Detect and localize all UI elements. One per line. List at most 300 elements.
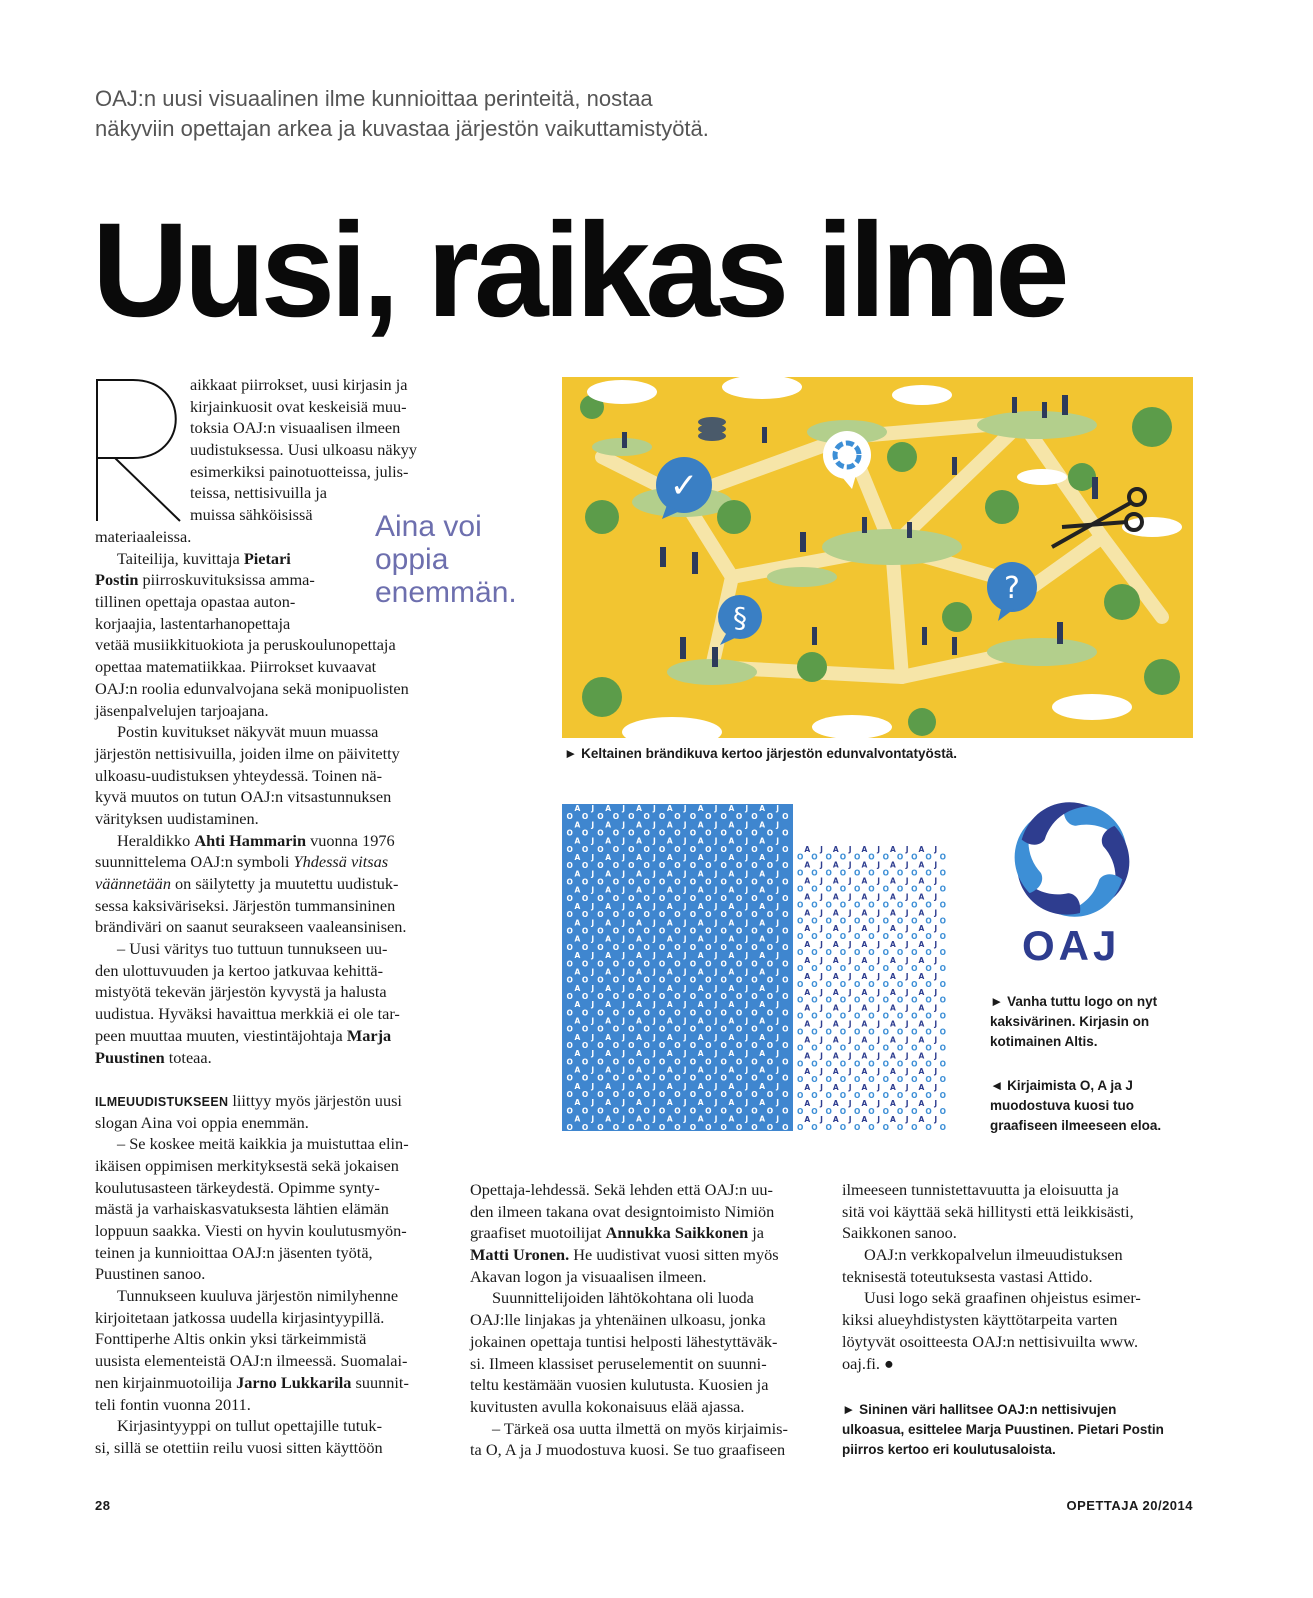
pattern-letter: J [683, 804, 687, 813]
pattern-letter: O [612, 926, 620, 936]
pattern-letter: O [581, 877, 589, 887]
pattern-letter: O [612, 1057, 620, 1067]
pattern-letter: O [911, 932, 918, 942]
pattern-letter: J [820, 955, 823, 965]
pattern-letter: A [804, 1114, 811, 1124]
left-column-lead [190, 374, 417, 526]
pattern-letter: O [766, 975, 774, 985]
pattern-letter: A [832, 1098, 839, 1108]
pattern-letter: O [896, 995, 904, 1005]
pattern-letter: J [776, 1032, 779, 1042]
pattern-letter: A [861, 876, 868, 886]
pattern-letter: O [751, 1057, 758, 1067]
text-line: esimerkiksi painotuotteissa, julis- [190, 461, 409, 481]
pattern-letter: O [658, 1024, 666, 1034]
pattern-letter: J [622, 852, 625, 862]
pattern-letter: O [811, 1091, 818, 1101]
pattern-letter: O [751, 1073, 758, 1083]
pattern-letter: J [877, 924, 881, 934]
pattern-letter: O [689, 844, 697, 854]
pattern-letter: A [728, 869, 735, 879]
pattern-letter: O [658, 828, 666, 838]
pattern-letter: O [643, 1041, 650, 1051]
text-line: – Tärkeä osa uutta ilmettä on myös kirjaimis- [492, 1418, 788, 1438]
pattern-letter: O [925, 1122, 932, 1131]
pattern-letter: A [697, 1000, 704, 1010]
pattern-letter: J [714, 1098, 718, 1108]
pattern-letter: J [848, 1003, 852, 1013]
pattern-letter: O [796, 963, 804, 973]
pattern-letter: A [861, 860, 868, 870]
pattern-letter: O [612, 1122, 620, 1131]
pattern-letter: J [622, 1000, 625, 1010]
pattern-letter: O [868, 995, 875, 1005]
caption-line: kotimainen Altis. [990, 1034, 1098, 1049]
pattern-letter: O [628, 1073, 635, 1083]
pattern-letter: O [925, 1043, 932, 1053]
pattern-letter: O [689, 942, 697, 952]
pattern-letter: O [939, 948, 947, 958]
pattern-letter: J [905, 1098, 909, 1108]
pattern-letter: O [825, 1059, 832, 1069]
pattern-letter: O [628, 991, 635, 1001]
pattern-letter: J [591, 885, 595, 895]
pattern-letter: A [666, 918, 673, 928]
pattern-letter: O [839, 1027, 847, 1037]
pattern-letter: J [877, 1098, 881, 1108]
pattern-letter: O [896, 963, 904, 973]
text-line: sessa kaksiväriseksi. Järjestön tummansininen [95, 895, 396, 915]
pattern-letter: A [759, 836, 766, 846]
pattern-letter: A [918, 892, 925, 902]
pattern-letter: O [735, 1073, 743, 1083]
pattern-letter: J [905, 1083, 909, 1093]
pattern-letter: O [658, 942, 666, 952]
pattern-letter: J [877, 1003, 881, 1013]
pattern-letter: O [839, 1059, 847, 1069]
pattern-letter: O [581, 1041, 589, 1051]
pattern-letter: O [612, 1041, 620, 1051]
pattern-letter: O [597, 893, 604, 903]
pattern-letter: A [574, 1049, 581, 1059]
pattern-letter: A [666, 934, 673, 944]
pattern-letter: O [825, 963, 832, 973]
pattern-letter: J [820, 1114, 823, 1124]
pattern-letter: J [714, 934, 718, 944]
pattern-letter: A [666, 885, 673, 895]
pattern-letter: O [705, 1024, 712, 1034]
pattern-letter: J [848, 876, 852, 886]
pattern-letter: O [628, 959, 635, 969]
pattern-letter: A [697, 1065, 704, 1075]
pattern-letter: J [877, 1051, 881, 1061]
pattern-letter: J [848, 971, 852, 981]
pattern-letter: J [820, 971, 823, 981]
pattern-letter: O [796, 948, 804, 958]
pattern-letter: J [745, 804, 749, 813]
pattern-letter: A [636, 902, 642, 912]
pattern-letter: O [796, 1027, 804, 1037]
pattern-letter: A [804, 1051, 811, 1061]
pattern-letter: O [939, 963, 947, 973]
pattern-letter: O [854, 1075, 861, 1085]
pattern-letter: O [643, 1090, 650, 1100]
pattern-letter: O [689, 1073, 697, 1083]
pattern-letter: O [628, 893, 635, 903]
pattern-letter: O [825, 916, 832, 926]
pattern-letter: O [643, 942, 650, 952]
pattern-letter: J [905, 987, 909, 997]
pattern-letter: O [925, 1106, 932, 1116]
pattern-letter: O [751, 877, 758, 887]
pattern-letter: J [905, 1003, 909, 1013]
pattern-letter: O [597, 828, 604, 838]
pattern-letter: J [905, 971, 909, 981]
pattern-letter: A [636, 951, 642, 961]
pattern-letter: O [925, 868, 932, 878]
pattern-letter: O [782, 812, 789, 822]
pattern-letter: O [566, 942, 573, 952]
pattern-letter: O [581, 1073, 589, 1083]
pattern-letter: A [728, 918, 735, 928]
pattern-letter: A [890, 1098, 896, 1108]
pattern-letter: J [714, 885, 718, 895]
pattern-letter: O [628, 1057, 635, 1067]
illustration-yellow-brand-image [562, 377, 1193, 738]
text-line: Postin kuvitukset näkyvät muun muassa [117, 722, 379, 742]
oaj-logo-wordmark: OAJ [1022, 922, 1121, 969]
pattern-letter: O [751, 1024, 758, 1034]
pattern-letter: O [674, 812, 681, 822]
pattern-letter: O [628, 828, 635, 838]
pattern-letter: A [918, 845, 925, 854]
pattern-letter: O [782, 1024, 789, 1034]
pattern-letter: O [896, 1011, 904, 1021]
pattern-letter: J [848, 908, 852, 918]
pattern-letter: J [714, 804, 718, 813]
pattern-letter: O [911, 1075, 918, 1085]
pattern-letter: A [666, 1065, 673, 1075]
pattern-letter: J [653, 934, 656, 944]
pattern-letter: O [735, 812, 743, 822]
pattern-letter: J [820, 1003, 823, 1013]
pattern-letter: J [934, 1051, 938, 1061]
pattern-letter: O [612, 1073, 620, 1083]
pattern-letter: A [605, 1016, 612, 1026]
pattern-letter: O [911, 995, 918, 1005]
pattern-letter: A [759, 804, 766, 813]
pattern-letter: O [825, 979, 832, 989]
pull-quote [375, 510, 517, 609]
pattern-letter: A [918, 987, 925, 997]
pattern-letter: A [759, 967, 766, 977]
pattern-letter: A [728, 1065, 735, 1075]
pattern-letter: O [597, 844, 604, 854]
pattern-letter: A [574, 967, 581, 977]
pattern-letter: J [776, 918, 779, 928]
pattern-letter: J [905, 845, 909, 854]
pattern-letter: O [597, 926, 604, 936]
text-line: muissa sähköisissä [190, 505, 313, 525]
pattern-letter: J [820, 1098, 823, 1108]
pattern-letter: O [896, 948, 904, 958]
pattern-letter: O [751, 926, 758, 936]
text-line: – Uusi väritys tuo tuttuun tunnukseen uu- [117, 939, 388, 959]
pattern-letter: O [597, 812, 604, 822]
pattern-letter: A [918, 1003, 925, 1013]
pattern-letter: J [591, 1081, 595, 1091]
pattern-letter: A [574, 983, 581, 993]
pattern-letter: O [735, 959, 743, 969]
pattern-letter: O [735, 1090, 743, 1100]
pattern-letter: O [839, 995, 847, 1005]
pattern-letter: O [628, 877, 635, 887]
pattern-letter: A [574, 836, 581, 846]
pattern-letter: J [683, 820, 687, 830]
pattern-letter: A [861, 971, 868, 981]
pattern-letter: O [658, 1041, 666, 1051]
pattern-letter: J [776, 1016, 779, 1026]
pattern-letter: J [776, 902, 779, 912]
pattern-letter: A [728, 1000, 735, 1010]
pattern-letter: A [697, 1032, 704, 1042]
pattern-letter: O [689, 828, 697, 838]
pattern-letter: O [628, 1090, 635, 1100]
pattern-letter: A [918, 955, 925, 965]
pattern-letter: O [612, 812, 620, 822]
pattern-letter: A [666, 869, 673, 879]
pattern-letter: A [697, 804, 704, 813]
pattern-letter: A [605, 1065, 612, 1075]
pattern-letter: O [766, 910, 774, 920]
pattern-letter: O [811, 1075, 818, 1085]
pattern-letter: O [643, 991, 650, 1001]
pattern-letter: O [896, 1091, 904, 1101]
pattern-letter: A [832, 940, 839, 950]
pattern-letter: J [745, 1000, 749, 1010]
pattern-letter: J [905, 1019, 909, 1029]
left-column [95, 526, 409, 1459]
pattern-letter: A [666, 902, 673, 912]
pattern-letter: J [622, 1065, 625, 1075]
text-line: aikkaat piirrokset, uusi kirjasin ja [190, 375, 408, 394]
pattern-letter: J [653, 1065, 656, 1075]
pattern-letter: A [666, 1000, 673, 1010]
pattern-letter: O [939, 1106, 947, 1116]
pattern-letter: A [666, 951, 673, 961]
pattern-letter: O [689, 1122, 697, 1131]
pattern-letter: A [574, 1114, 581, 1124]
pattern-letter: O [735, 844, 743, 854]
pattern-letter: O [825, 1091, 832, 1101]
pattern-letter: O [939, 1075, 947, 1085]
pattern-letter: J [848, 1114, 852, 1124]
pattern-letter: O [612, 828, 620, 838]
pattern-letter: O [612, 910, 620, 920]
pattern-letter: O [751, 844, 758, 854]
pattern-letter: J [776, 1114, 779, 1124]
text-line: Akavan logon ja visuaalisen ilmeen. [470, 1266, 707, 1286]
pattern-letter: J [683, 1032, 687, 1042]
pattern-letter: O [566, 812, 573, 822]
pattern-letter: J [591, 918, 595, 928]
pattern-letter: O [674, 861, 681, 871]
text-line: kiksi alueyhdistysten käyttötarpeita varten [842, 1310, 1118, 1330]
pattern-letter: O [674, 1122, 681, 1131]
pattern-letter: O [628, 861, 635, 871]
web-caption [842, 1400, 1164, 1460]
pattern-letter: O [925, 1075, 932, 1085]
pattern-letter: O [854, 995, 861, 1005]
pattern-letter: O [796, 1075, 804, 1085]
pattern-letter: O [628, 942, 635, 952]
pattern-letter: O [674, 942, 681, 952]
pattern-letter: O [825, 852, 832, 862]
pattern-letter: O [597, 1057, 604, 1067]
text-line: mistyötä tekevän järjestön kyvystä ja halusta [95, 982, 387, 1002]
pattern-letter: A [832, 1003, 839, 1013]
pattern-letter: J [877, 908, 881, 918]
pattern-letter: J [776, 1065, 779, 1075]
pattern-letter: J [877, 1019, 881, 1029]
pattern-letter: O [782, 1106, 789, 1116]
pattern-letter: O [597, 1024, 604, 1034]
pattern-letter: O [811, 852, 818, 862]
pattern-letter: O [674, 910, 681, 920]
pattern-letter: J [934, 1114, 938, 1124]
pattern-letter: A [890, 1035, 896, 1045]
pattern-letter: O [839, 916, 847, 926]
pattern-letter: O [689, 1024, 697, 1034]
pattern-letter: J [714, 918, 718, 928]
pattern-letter: A [918, 1083, 925, 1093]
pattern-letter: J [820, 1051, 823, 1061]
pattern-letter: O [705, 910, 712, 920]
pattern-letter: O [796, 852, 804, 862]
pattern-letter: A [605, 836, 612, 846]
pattern-letter: O [811, 1106, 818, 1116]
pattern-letter: O [896, 884, 904, 894]
pattern-letter: O [766, 877, 774, 887]
text-line: Suunnittelijoiden lähtökohtana oli luoda [492, 1288, 754, 1308]
pattern-letter: A [697, 1081, 704, 1091]
pattern-letter: O [911, 916, 918, 926]
pattern-letter: O [854, 963, 861, 973]
pattern-letter: O [796, 932, 804, 942]
pattern-letter: J [622, 1032, 625, 1042]
pattern-letter: O [751, 1041, 758, 1051]
pattern-letter: O [643, 910, 650, 920]
pattern-letter: O [925, 852, 932, 862]
pattern-letter: J [848, 924, 852, 934]
pattern-letter: J [653, 869, 656, 879]
pattern-letter: A [728, 885, 735, 895]
pattern-letter: O [782, 893, 789, 903]
pattern-letter: A [605, 983, 612, 993]
pattern-letter: A [804, 860, 811, 870]
pattern-letter: A [804, 971, 811, 981]
pattern-letter: O [939, 916, 947, 926]
pattern-letter: O [658, 975, 666, 985]
pattern-letter: A [861, 892, 868, 902]
pattern-letter: J [934, 1083, 938, 1093]
pattern-letter: O [735, 1041, 743, 1051]
pattern-letter: O [705, 812, 712, 822]
pattern-letter: J [934, 940, 938, 950]
pattern-letter: A [636, 1065, 642, 1075]
text-line: opettaa matematiikkaa. Piirrokset kuvaavat [95, 657, 377, 677]
pattern-letter: O [854, 900, 861, 910]
pattern-letter: A [832, 1067, 839, 1077]
pattern-letter: A [918, 860, 925, 870]
pattern-letter: J [653, 983, 656, 993]
pattern-letter: O [658, 893, 666, 903]
pattern-letter: J [591, 983, 595, 993]
pattern-letter: O [566, 1073, 573, 1083]
pattern-letter: O [689, 893, 697, 903]
pattern-letter: J [622, 1049, 625, 1059]
pattern-letter: J [877, 876, 881, 886]
pattern-letter: O [854, 1011, 861, 1021]
pattern-letter: A [636, 804, 642, 813]
pattern-letter: O [735, 828, 743, 838]
pattern-letter: O [925, 979, 932, 989]
pattern-letter: O [839, 932, 847, 942]
pattern-letter: O [735, 1057, 743, 1067]
pattern-letter: A [574, 804, 581, 813]
pattern-letter: A [574, 869, 581, 879]
pattern-letter: O [689, 910, 697, 920]
pattern-letter: O [925, 963, 932, 973]
pattern-letter: O [825, 932, 832, 942]
pattern-letter: O [674, 844, 681, 854]
text-line: Tunnukseen kuuluva järjestön nimilyhenne [117, 1286, 399, 1306]
pattern-letter: O [839, 948, 847, 958]
pattern-letter: O [674, 1024, 681, 1034]
pattern-letter: A [697, 902, 704, 912]
pattern-letter: A [697, 918, 704, 928]
pattern-letter: O [896, 1122, 904, 1131]
pattern-letter: A [918, 908, 925, 918]
pattern-letter: A [861, 987, 868, 997]
pattern-letter: A [636, 1098, 642, 1108]
pattern-letter: O [735, 975, 743, 985]
pattern-letter: O [689, 959, 697, 969]
pattern-letter: O [612, 991, 620, 1001]
pattern-letter: O [597, 942, 604, 952]
pattern-letter: O [796, 1091, 804, 1101]
text-line: ta O, A ja J muodostuva kuosi. Se tuo graafiseen [470, 1440, 786, 1460]
pattern-letter: O [911, 1122, 918, 1131]
pattern-letter: J [683, 967, 687, 977]
pattern-letter: A [832, 1114, 839, 1124]
pattern-letter: O [825, 1011, 832, 1021]
pattern-letter: O [597, 1008, 604, 1018]
pattern-letter: O [705, 1041, 712, 1051]
pattern-letter: J [776, 852, 779, 862]
pattern-letter: O [674, 1090, 681, 1100]
text-line: Uusi logo sekä graafinen ohjeistus esimer- [864, 1288, 1141, 1308]
pattern-letter: O [658, 1090, 666, 1100]
pattern-letter: A [636, 1049, 642, 1059]
pattern-letter: O [825, 1122, 832, 1131]
pattern-letter: A [832, 876, 839, 886]
pattern-letter: J [714, 1081, 718, 1091]
page-number: 28 [95, 1498, 111, 1513]
intro-line: OAJ:n uusi visuaalinen ilme kunnioittaa perinteitä, nostaa [95, 86, 653, 111]
pattern-letter: O [882, 963, 889, 973]
pattern-letter: A [918, 1019, 925, 1029]
